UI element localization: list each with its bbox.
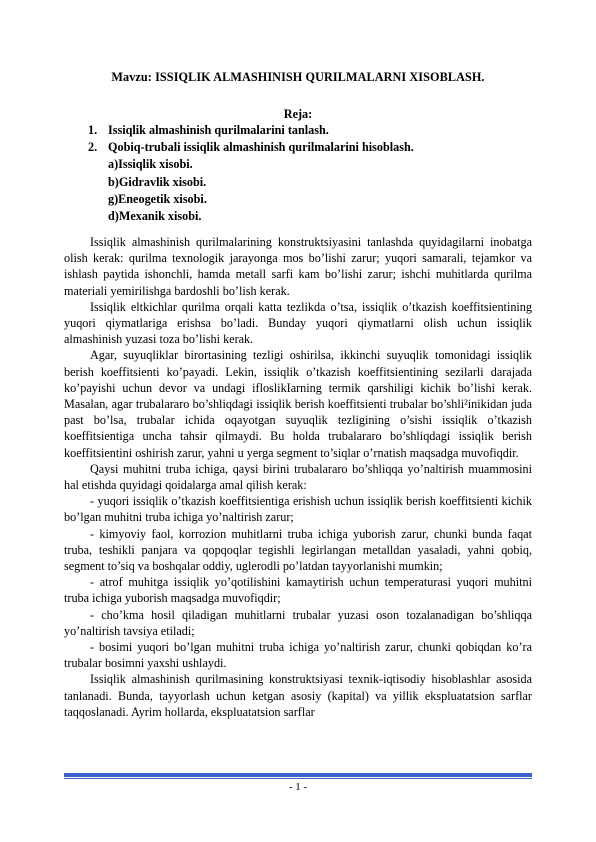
document-title: Mavzu: ISSIQLIK ALMASHINISH QURILMALARNI XISOBLASH.: [111, 70, 485, 84]
paragraph: Qaysi muhitni truba ichiga, qaysi birini trubalararo bo’shliqqa yo’naltirish muammosini hal etishda quyidagi qoidalarga amal qilish kerak:: [64, 461, 532, 493]
plan-subitem: g)Eneogetik xisobi.: [108, 191, 207, 206]
plan-subitem: d)Mexanik xisobi.: [108, 209, 202, 224]
plan-item-text: Issiqlik almashinish qurilmalarini tanlash.: [108, 123, 329, 137]
plan-item: [88, 139, 414, 156]
page-number: - 1 -: [288, 781, 308, 793]
plan-list: [88, 122, 414, 225]
paragraph: - bosimi yuqori bo’lgan muhitni truba ichiga yo’naltirish zarur, chunki qobiqdan ko’ra trubalar bosimni yaxshi ushlaydi.: [64, 640, 532, 671]
paragraph: Issiqlik eltkichlar qurilma orqali katta tezlikda o’tsa, issiqlik o’tkazish koeffitsientining yuqori qiymatlariga erishsa bo’ladi. Bunday yuqori qiymatlarni olish uchun issiqlik almashinish yuzasi toza bo’lishi kerak.: [64, 299, 532, 347]
plan-item-text: Qobiq-trubali issiqlik almashinish qurilmalarini hisoblash.: [108, 140, 414, 155]
plan-heading: Reja:: [283, 107, 313, 121]
paragraph: - cho’kma hosil qiladigan muhitlarni trubalar yuzasi oson tozalanadigan bo’shliqqa yo’naltirish tavsiya etiladi;: [64, 607, 532, 638]
paragraph: Agar, suyuqliklar birortasining tezligi oshirilsa, ikkinchi suyuqlik tomonidagi issiqlik berish koeffitsienti ko’payadi. Lekin, issiqlik o’tkazish koeffitsientining sezilarli darajada ko’payishi uchun devor va undagi ifloslikIarning termik qarshiligi kichik bo’lishi kerak. Masalan, agar trubalararo bo’shliqdagi issiqlik berish koeffitsienti trubalar bo’shli²inikidan juda past bo’lsa, trubalar ichida oqayotgan suyuqlik tezligining o’sishi issiqlik o’tkazish koeffitsientiga uncha tahsir qilmaydi. Bu holda trubalararo bo’shliqdagi issiqlik berish koeffitsientini oshirish zarur, yahni u yerga segment to’siqlar o’rnatish maqsadga muvofiqdir.: [64, 348, 532, 460]
plan-item-number: 2.: [88, 140, 98, 155]
footer-rule: [64, 773, 532, 777]
plan-subitem: b)Gidravlik xisobi.: [108, 174, 207, 189]
body-text: [64, 234, 532, 720]
plan-item: [88, 122, 414, 139]
paragraph: - atrof muhitga issiqlik yo’qotilishini kamaytirish uchun temperaturasi yuqori muhitni truba ichiga yuborish maqsadga muvofiqdir;: [64, 575, 532, 606]
paragraph: Issiqlik almashinish qurilmasining konstruktsiyasi texnik-iqtisodiy hisoblashlar asosida tanlanadi. Bunda, tayyorlash uchun ketgan asosiy (kapital) va yillik ekspluatatsion sarflar taqqoslanadi. Ayrim hollarda, ekspluatatsion sarflar: [64, 672, 532, 719]
paragraph: - kimyoviy faol, korrozion muhitlarni truba ichiga yuborish zarur, chunki bunda faqat truba, teshikli panjara va qopqoqlar tegishli legirlangan metalldan yasaladi, yahni qobiq, segment to’siq va boshqalar oddiy, uglerodli po’latdan tayyorlanishi mumkin;: [64, 526, 532, 574]
plan-subitem: a)Issiqlik xisobi.: [108, 157, 193, 172]
footer-rule-thin: [64, 778, 532, 779]
paragraph: - yuqori issiqlik o’tkazish koeffitsientiga erishish uchun issiqlik berish koeffitsienti kichik bo’lgan muhitni truba ichiga yo’naltirish zarur;: [64, 494, 532, 525]
paragraph: Issiqlik almashinish qurilmalarining konstruktsiyasini tanlashda quyidagilarni inobatga olish kerak: qurilma texnologik jarayonga mos bo’lishi zarur; yuqori samarali, tejamkor va ishlash paytida ishonchli, hamda metall sarfi kam bo’lishi zarur; ishchi muhitlarda qurilma materiali yemirilishga bardoshli bo’lish kerak.: [64, 235, 532, 298]
plan-item-number: 1.: [88, 123, 98, 137]
